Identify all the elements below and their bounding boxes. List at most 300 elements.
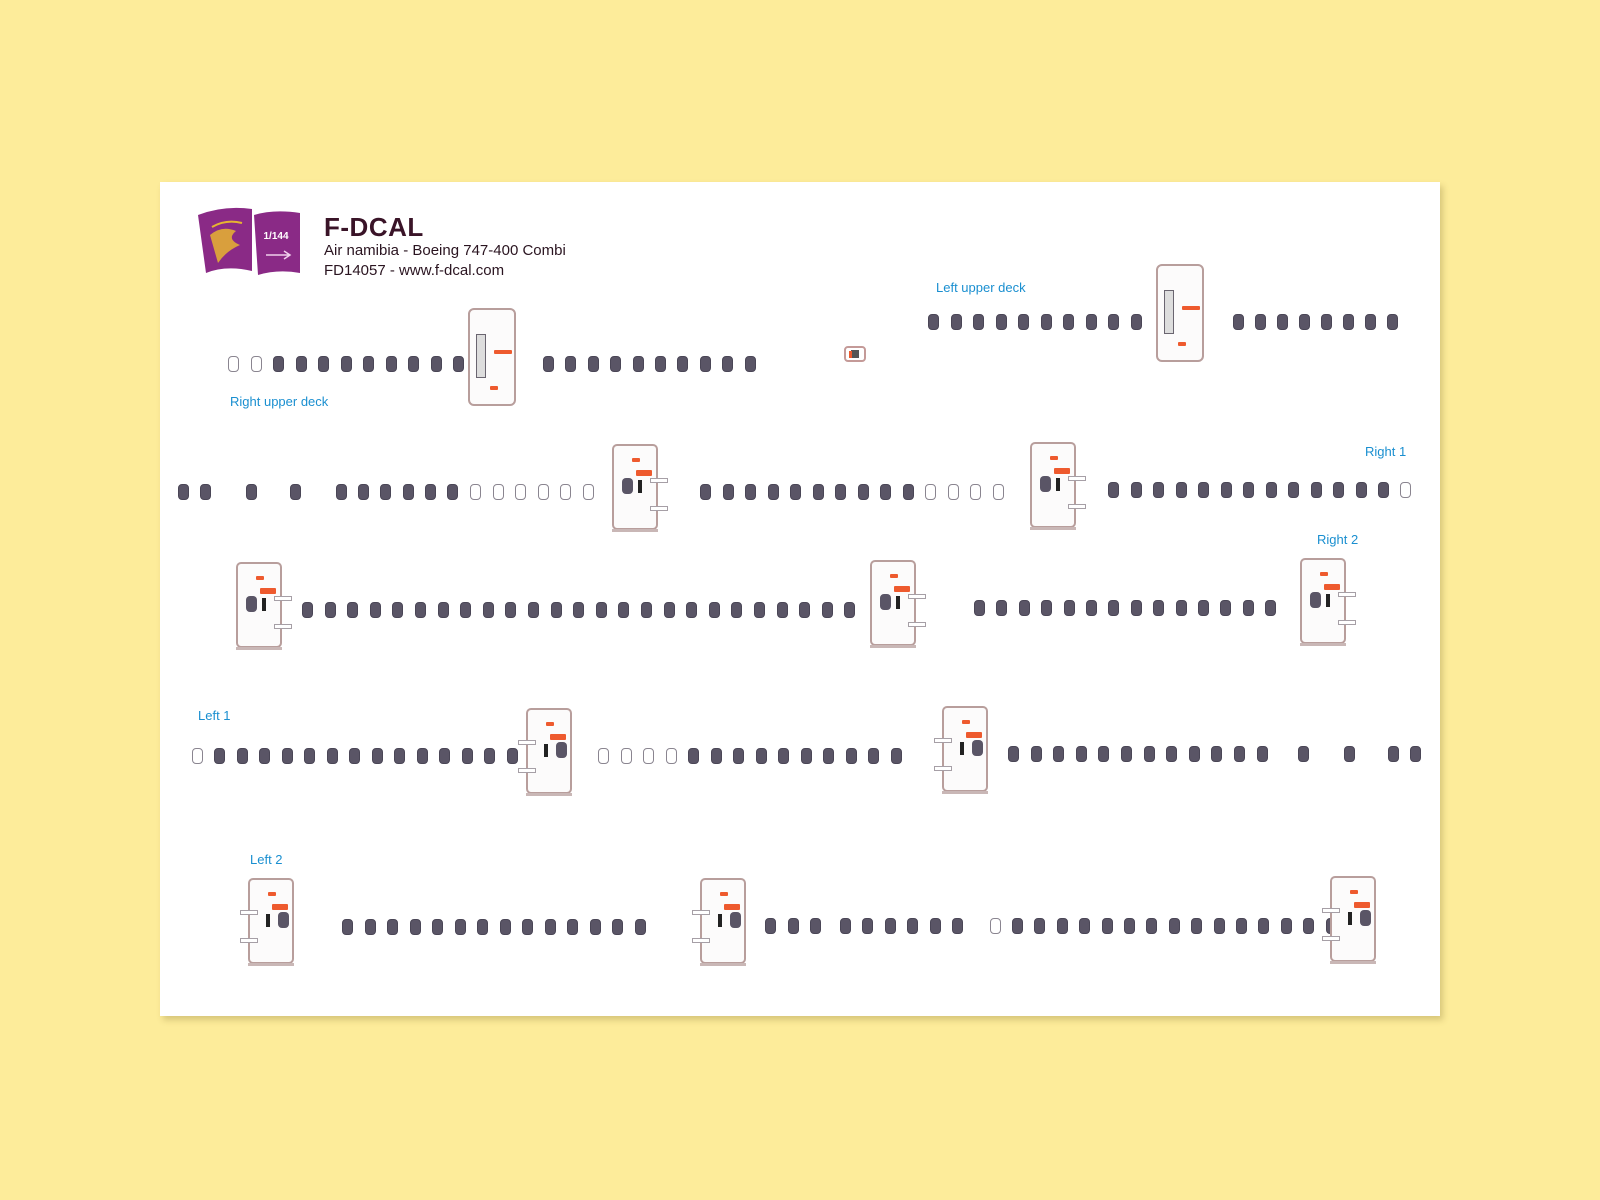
window-decal bbox=[1086, 314, 1097, 330]
window-decal bbox=[1131, 600, 1142, 616]
door-warning-tag bbox=[272, 904, 288, 910]
window-decal bbox=[745, 484, 756, 500]
window-decal bbox=[431, 356, 442, 372]
window-decal bbox=[363, 356, 374, 372]
window-decal bbox=[846, 748, 857, 764]
window-decal bbox=[455, 919, 466, 935]
window-decal bbox=[415, 602, 426, 618]
door-window bbox=[476, 334, 486, 378]
window-decal bbox=[1041, 314, 1052, 330]
window-decal bbox=[410, 919, 421, 935]
window-outline bbox=[470, 484, 481, 500]
window-decal bbox=[974, 600, 985, 616]
door-warning-tag bbox=[546, 722, 554, 726]
window-outline bbox=[560, 484, 571, 500]
door-warning-tag bbox=[268, 892, 276, 896]
window-decal bbox=[1257, 746, 1268, 762]
window-decal bbox=[1121, 746, 1132, 762]
window-decal bbox=[1258, 918, 1269, 934]
window-decal bbox=[567, 919, 578, 935]
window-decal bbox=[618, 602, 629, 618]
door-decal bbox=[526, 708, 572, 794]
window-decal bbox=[1076, 746, 1087, 762]
door-sill bbox=[942, 791, 988, 794]
window-decal bbox=[596, 602, 607, 618]
door-warning-tag bbox=[720, 892, 728, 896]
door-hinge bbox=[240, 938, 258, 943]
door-hinge bbox=[240, 910, 258, 915]
window-outline bbox=[621, 748, 632, 764]
label-right-upper-deck: Right upper deck bbox=[230, 394, 329, 409]
window-decal bbox=[688, 748, 699, 764]
window-decal bbox=[565, 356, 576, 372]
door-warning-tag bbox=[890, 574, 898, 578]
door-window bbox=[880, 594, 891, 610]
door-hinge bbox=[650, 478, 668, 483]
window-decal bbox=[392, 602, 403, 618]
door-warning-tag bbox=[256, 576, 264, 580]
door-window bbox=[246, 596, 257, 612]
door-window bbox=[556, 742, 567, 758]
window-decal bbox=[1233, 314, 1244, 330]
window-decal bbox=[273, 356, 284, 372]
door-sill bbox=[526, 793, 572, 796]
window-decal bbox=[1144, 746, 1155, 762]
window-decal bbox=[1298, 746, 1309, 762]
window-decal bbox=[1236, 918, 1247, 934]
window-decal bbox=[1410, 746, 1421, 762]
door-sill bbox=[612, 529, 658, 532]
window-decal bbox=[1243, 482, 1254, 498]
window-decal bbox=[880, 484, 891, 500]
window-decal bbox=[633, 356, 644, 372]
window-decal bbox=[1176, 482, 1187, 498]
window-decal bbox=[282, 748, 293, 764]
window-decal bbox=[952, 918, 963, 934]
door-warning-tag bbox=[1054, 468, 1070, 474]
window-decal bbox=[799, 602, 810, 618]
window-decal bbox=[677, 356, 688, 372]
door-window bbox=[278, 912, 289, 928]
window-decal bbox=[1378, 482, 1389, 498]
window-decal bbox=[1321, 314, 1332, 330]
window-decal bbox=[1343, 314, 1354, 330]
window-decal bbox=[840, 918, 851, 934]
door-handle bbox=[1056, 478, 1060, 491]
door-warning-tag bbox=[636, 470, 652, 476]
window-decal bbox=[1098, 746, 1109, 762]
window-decal bbox=[507, 748, 518, 764]
door-handle bbox=[1326, 594, 1330, 607]
window-decal bbox=[394, 748, 405, 764]
window-decal bbox=[1166, 746, 1177, 762]
window-decal bbox=[813, 484, 824, 500]
window-decal bbox=[930, 918, 941, 934]
door-sill bbox=[1330, 961, 1376, 964]
window-decal bbox=[1266, 482, 1277, 498]
door-warning-tag bbox=[894, 586, 910, 592]
door-sill bbox=[236, 647, 282, 650]
window-outline bbox=[598, 748, 609, 764]
label-right-1: Right 1 bbox=[1365, 444, 1407, 459]
window-decal bbox=[1146, 918, 1157, 934]
window-decal bbox=[408, 356, 419, 372]
door-decal bbox=[248, 878, 294, 964]
window-outline bbox=[228, 356, 239, 372]
door-warning-tag bbox=[1182, 306, 1200, 310]
window-decal bbox=[500, 919, 511, 935]
label-right-2: Right 2 bbox=[1317, 532, 1359, 547]
window-decal bbox=[1019, 600, 1030, 616]
window-decal bbox=[1108, 314, 1119, 330]
window-decal bbox=[722, 356, 733, 372]
window-decal bbox=[325, 602, 336, 618]
window-decal bbox=[885, 918, 896, 934]
window-outline bbox=[990, 918, 1001, 934]
window-decal bbox=[1198, 600, 1209, 616]
window-decal bbox=[318, 356, 329, 372]
door-hinge bbox=[934, 738, 952, 743]
window-decal bbox=[358, 484, 369, 500]
window-decal bbox=[543, 356, 554, 372]
window-decal bbox=[1063, 314, 1074, 330]
window-decal bbox=[777, 602, 788, 618]
door-hinge bbox=[908, 594, 926, 599]
door-sill bbox=[700, 963, 746, 966]
window-decal bbox=[903, 484, 914, 500]
door-handle bbox=[960, 742, 964, 755]
label-left-1: Left 1 bbox=[198, 708, 231, 723]
window-decal bbox=[573, 602, 584, 618]
window-decal bbox=[403, 484, 414, 500]
door-hinge bbox=[692, 938, 710, 943]
window-decal bbox=[1214, 918, 1225, 934]
window-decal bbox=[858, 484, 869, 500]
door-decal bbox=[1030, 442, 1076, 528]
window-decal bbox=[1243, 600, 1254, 616]
upper-deck-door-right bbox=[468, 308, 516, 406]
door-handle bbox=[896, 596, 900, 609]
window-decal bbox=[296, 356, 307, 372]
door-window bbox=[972, 740, 983, 756]
door-warning-tag bbox=[1050, 456, 1058, 460]
window-decal bbox=[483, 602, 494, 618]
window-decal bbox=[733, 748, 744, 764]
door-handle bbox=[638, 480, 642, 493]
window-decal bbox=[1108, 600, 1119, 616]
window-decal bbox=[214, 748, 225, 764]
window-decal bbox=[1176, 600, 1187, 616]
window-outline bbox=[251, 356, 262, 372]
window-outline bbox=[192, 748, 203, 764]
window-decal bbox=[1124, 918, 1135, 934]
fdcal-logo bbox=[196, 205, 308, 277]
window-decal bbox=[1191, 918, 1202, 934]
window-decal bbox=[387, 919, 398, 935]
door-decal bbox=[612, 444, 658, 530]
window-decal bbox=[1079, 918, 1090, 934]
window-decal bbox=[700, 484, 711, 500]
door-warning-tag bbox=[632, 458, 640, 462]
window-decal bbox=[790, 484, 801, 500]
window-decal bbox=[342, 919, 353, 935]
window-decal bbox=[438, 602, 449, 618]
window-decal bbox=[862, 918, 873, 934]
window-decal bbox=[1365, 314, 1376, 330]
door-warning-tag bbox=[966, 732, 982, 738]
window-decal bbox=[844, 602, 855, 618]
door-warning-tag bbox=[550, 734, 566, 740]
door-hinge bbox=[518, 768, 536, 773]
window-decal bbox=[868, 748, 879, 764]
window-decal bbox=[1008, 746, 1019, 762]
window-decal bbox=[1053, 746, 1064, 762]
window-decal bbox=[1086, 600, 1097, 616]
door-decal bbox=[236, 562, 282, 648]
window-decal bbox=[178, 484, 189, 500]
door-window bbox=[1360, 910, 1371, 926]
window-decal bbox=[1288, 482, 1299, 498]
window-decal bbox=[1057, 918, 1068, 934]
door-warning-tag bbox=[490, 386, 498, 390]
door-hinge bbox=[692, 910, 710, 915]
window-decal bbox=[1281, 918, 1292, 934]
window-decal bbox=[610, 356, 621, 372]
window-decal bbox=[304, 748, 315, 764]
window-decal bbox=[891, 748, 902, 764]
door-hinge bbox=[1322, 908, 1340, 913]
window-outline bbox=[493, 484, 504, 500]
door-handle bbox=[262, 598, 266, 611]
window-decal bbox=[1064, 600, 1075, 616]
window-outline bbox=[583, 484, 594, 500]
door-warning-tag bbox=[1354, 902, 1370, 908]
window-decal bbox=[1189, 746, 1200, 762]
door-warning-tag bbox=[1324, 584, 1340, 590]
door-sill bbox=[870, 645, 916, 648]
window-decal bbox=[425, 484, 436, 500]
window-decal bbox=[200, 484, 211, 500]
window-decal bbox=[1277, 314, 1288, 330]
window-decal bbox=[823, 748, 834, 764]
window-decal bbox=[460, 602, 471, 618]
window-decal bbox=[723, 484, 734, 500]
decal-sheet bbox=[160, 182, 1440, 1016]
brand-code: FD14057 - www.f-dcal.com bbox=[324, 262, 505, 279]
window-decal bbox=[432, 919, 443, 935]
window-decal bbox=[349, 748, 360, 764]
label-left-2: Left 2 bbox=[250, 852, 283, 867]
door-warning-tag bbox=[724, 904, 740, 910]
window-decal bbox=[1387, 314, 1398, 330]
door-decal bbox=[942, 706, 988, 792]
window-decal bbox=[928, 314, 939, 330]
window-decal bbox=[439, 748, 450, 764]
door-decal bbox=[1330, 876, 1376, 962]
window-outline bbox=[538, 484, 549, 500]
window-outline bbox=[643, 748, 654, 764]
brand-subtitle: Air namibia - Boeing 747-400 Combi bbox=[324, 242, 566, 259]
window-outline bbox=[948, 484, 959, 500]
door-warning-tag bbox=[1178, 342, 1186, 346]
window-decal bbox=[1031, 746, 1042, 762]
window-decal bbox=[1265, 600, 1276, 616]
window-decal bbox=[835, 484, 846, 500]
window-outline bbox=[515, 484, 526, 500]
window-decal bbox=[612, 919, 623, 935]
window-decal bbox=[551, 602, 562, 618]
window-decal bbox=[973, 314, 984, 330]
window-decal bbox=[778, 748, 789, 764]
window-decal bbox=[1221, 482, 1232, 498]
window-outline bbox=[993, 484, 1004, 500]
window-decal bbox=[788, 918, 799, 934]
scale-label: 1/144 bbox=[263, 231, 289, 242]
upper-deck-door-left bbox=[1156, 264, 1204, 362]
door-handle bbox=[1348, 912, 1352, 925]
window-decal bbox=[341, 356, 352, 372]
window-decal bbox=[745, 356, 756, 372]
door-hinge bbox=[518, 740, 536, 745]
door-hinge bbox=[908, 622, 926, 627]
window-decal bbox=[1234, 746, 1245, 762]
window-decal bbox=[1333, 482, 1344, 498]
door-window bbox=[622, 478, 633, 494]
window-decal bbox=[1131, 482, 1142, 498]
door-warning-tag bbox=[1320, 572, 1328, 576]
window-decal bbox=[756, 748, 767, 764]
window-decal bbox=[1041, 600, 1052, 616]
door-hinge bbox=[934, 766, 952, 771]
window-decal bbox=[1388, 746, 1399, 762]
window-decal bbox=[801, 748, 812, 764]
window-outline bbox=[925, 484, 936, 500]
window-decal bbox=[754, 602, 765, 618]
door-window bbox=[1164, 290, 1174, 334]
window-decal bbox=[545, 919, 556, 935]
window-decal bbox=[641, 602, 652, 618]
brand-title: F-DCAL bbox=[324, 212, 424, 242]
door-hinge bbox=[1338, 620, 1356, 625]
window-decal bbox=[453, 356, 464, 372]
door-hinge bbox=[1322, 936, 1340, 941]
window-decal bbox=[1198, 482, 1209, 498]
door-hinge bbox=[1068, 476, 1086, 481]
window-decal bbox=[1211, 746, 1222, 762]
window-decal bbox=[484, 748, 495, 764]
window-decal bbox=[417, 748, 428, 764]
door-window bbox=[1310, 592, 1321, 608]
window-decal bbox=[386, 356, 397, 372]
window-decal bbox=[380, 484, 391, 500]
label-left-upper-deck: Left upper deck bbox=[936, 280, 1026, 295]
door-handle bbox=[718, 914, 722, 927]
window-decal bbox=[302, 602, 313, 618]
door-warning-tag bbox=[1350, 890, 1358, 894]
window-decal bbox=[1356, 482, 1367, 498]
window-decal bbox=[700, 356, 711, 372]
window-decal bbox=[996, 600, 1007, 616]
window-decal bbox=[768, 484, 779, 500]
window-decal bbox=[1108, 482, 1119, 498]
window-decal bbox=[907, 918, 918, 934]
window-decal bbox=[731, 602, 742, 618]
window-decal bbox=[447, 484, 458, 500]
window-decal bbox=[655, 356, 666, 372]
window-decal bbox=[1034, 918, 1045, 934]
door-sill bbox=[1300, 643, 1346, 646]
window-decal bbox=[590, 919, 601, 935]
window-decal bbox=[327, 748, 338, 764]
window-decal bbox=[505, 602, 516, 618]
window-decal bbox=[1344, 746, 1355, 762]
door-decal bbox=[1300, 558, 1346, 644]
door-sill bbox=[1030, 527, 1076, 530]
window-outline bbox=[1400, 482, 1411, 498]
window-decal bbox=[1169, 918, 1180, 934]
window-decal bbox=[370, 602, 381, 618]
window-decal bbox=[1303, 918, 1314, 934]
window-decal bbox=[822, 602, 833, 618]
door-window bbox=[730, 912, 741, 928]
window-decal bbox=[528, 602, 539, 618]
door-decal bbox=[700, 878, 746, 964]
window-decal bbox=[711, 748, 722, 764]
door-hinge bbox=[274, 624, 292, 629]
window-decal bbox=[996, 314, 1007, 330]
door-hinge bbox=[650, 506, 668, 511]
window-decal bbox=[588, 356, 599, 372]
small-door-decal bbox=[844, 346, 866, 362]
window-decal bbox=[336, 484, 347, 500]
door-hinge bbox=[274, 596, 292, 601]
window-decal bbox=[1153, 600, 1164, 616]
window-decal bbox=[951, 314, 962, 330]
door-warning-tag bbox=[260, 588, 276, 594]
door-handle bbox=[266, 914, 270, 927]
door-window bbox=[1040, 476, 1051, 492]
window-decal bbox=[635, 919, 646, 935]
window-decal bbox=[1311, 482, 1322, 498]
door-warning-tag bbox=[494, 350, 512, 354]
window-decal bbox=[1220, 600, 1231, 616]
door-warning-tag bbox=[962, 720, 970, 724]
window-decal bbox=[765, 918, 776, 934]
window-decal bbox=[522, 919, 533, 935]
window-decal bbox=[462, 748, 473, 764]
window-decal bbox=[810, 918, 821, 934]
window-decal bbox=[1131, 314, 1142, 330]
window-decal bbox=[290, 484, 301, 500]
window-decal bbox=[709, 602, 720, 618]
window-decal bbox=[1018, 314, 1029, 330]
window-decal bbox=[477, 919, 488, 935]
window-decal bbox=[372, 748, 383, 764]
door-decal bbox=[870, 560, 916, 646]
window-decal bbox=[1299, 314, 1310, 330]
window-decal bbox=[1012, 918, 1023, 934]
window-decal bbox=[1153, 482, 1164, 498]
door-sill bbox=[248, 963, 294, 966]
door-handle bbox=[544, 744, 548, 757]
window-decal bbox=[686, 602, 697, 618]
window-decal bbox=[259, 748, 270, 764]
window-outline bbox=[970, 484, 981, 500]
door-hinge bbox=[1068, 504, 1086, 509]
window-decal bbox=[1255, 314, 1266, 330]
window-decal bbox=[1102, 918, 1113, 934]
window-decal bbox=[365, 919, 376, 935]
